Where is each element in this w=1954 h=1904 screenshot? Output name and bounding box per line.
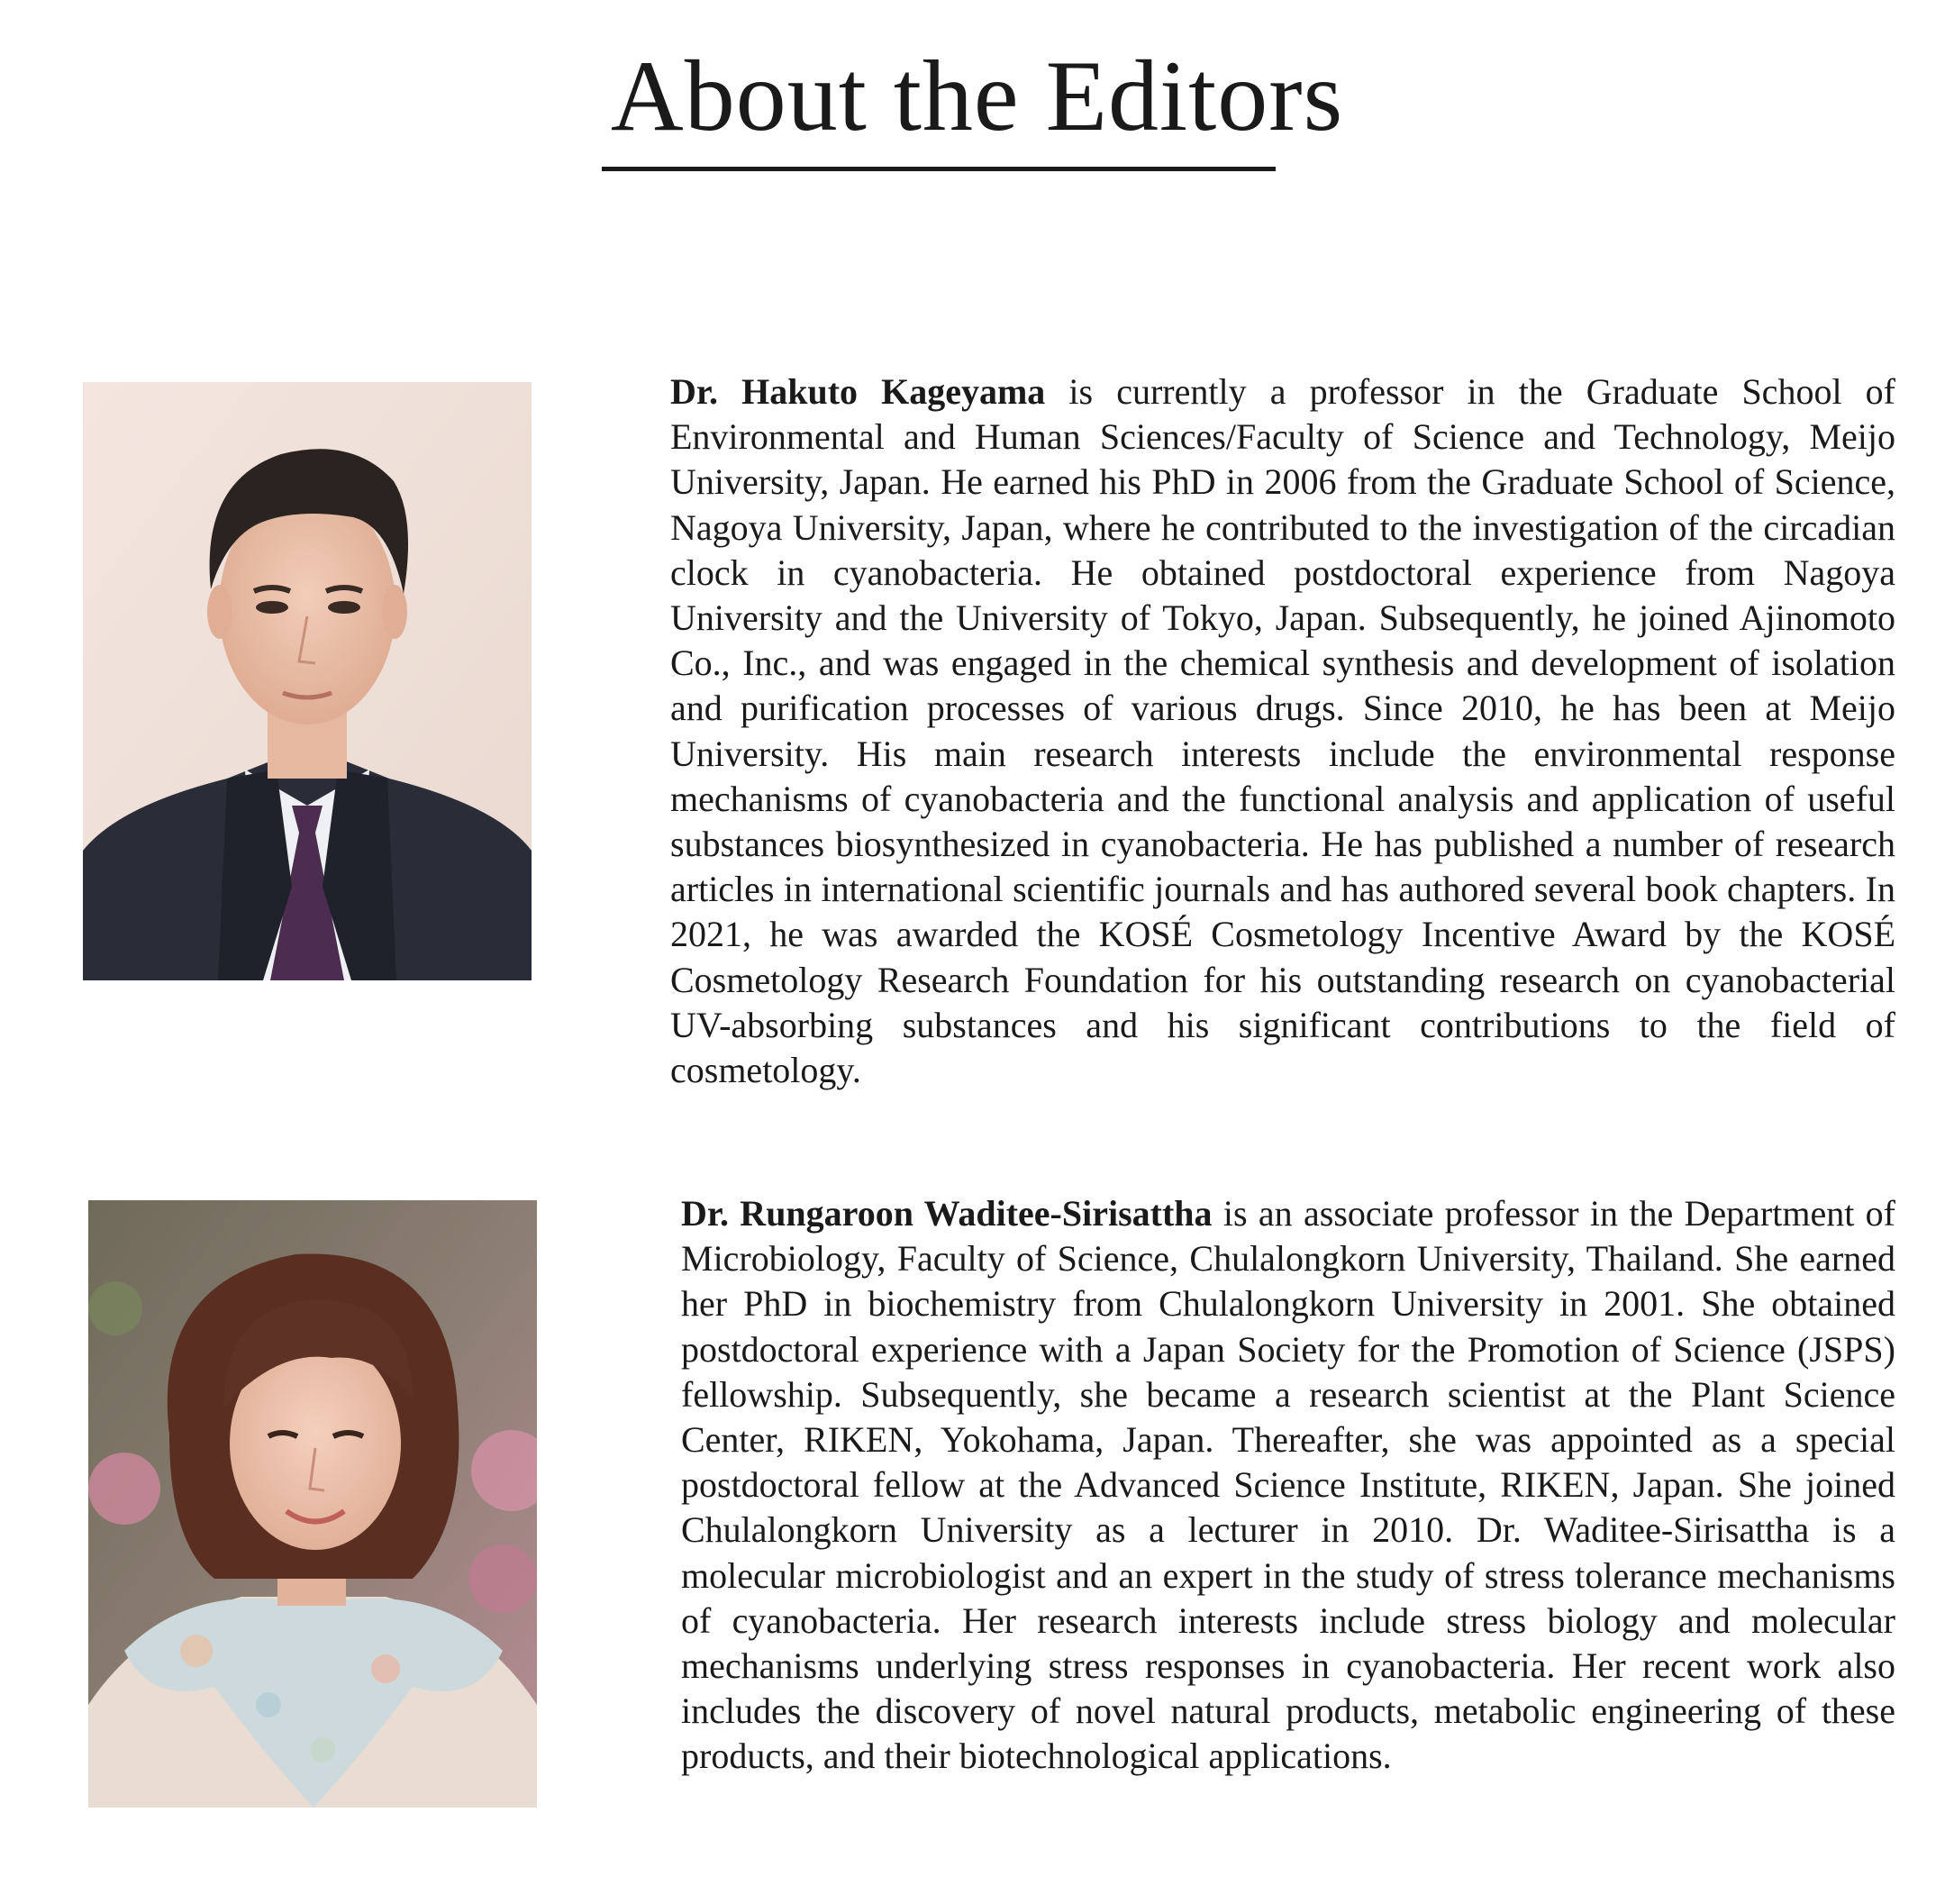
editor-2-name: Dr. Rungaroon Waditee-Sirisattha bbox=[681, 1193, 1213, 1234]
title-underline bbox=[602, 167, 1276, 171]
portrait-photo-man-suit-icon bbox=[83, 382, 532, 980]
page-title: About the Editors bbox=[610, 41, 1344, 152]
editor-1-bio-text: is currently a professor in the Graduate School of Environmental and Human Sciences/Faculty of Science and Technology, Meijo University, Japan. He earned his PhD in 2006 from the Graduate School of Science, Nagoya University, Japan, where he contributed to the investigation of the circadian clock in cyanobacteria. He obtained postdoctoral experience from Nagoya University and the University of Tokyo, Japan. Subsequently, he joined Ajinomoto Co., Inc., and was engaged in the chemical synthesis and development of isolation and purification processes of various drugs. Since 2010, he has been at Meijo University. His main research interests include the environmental response mechanisms of cyanobacteria and the functional analysis and application of useful substances biosynthesized in cyanobacteria. He has published a number of research articles in international scientific journals and has authored several book chapters. In 2021, he was awarded the KOSÉ Cosmetology Incentive Award by the KOSÉ Cosmetology Research Foundation for his outstanding research on cyanobacterial UV-absorbing substances and his significant contributions to the field of cosmetology. bbox=[670, 371, 1895, 1091]
editor-1-name: Dr. Hakuto Kageyama bbox=[670, 371, 1046, 412]
editor-1-photo bbox=[83, 382, 532, 980]
editor-2-bio bbox=[681, 1191, 1895, 1780]
editor-1-bio bbox=[670, 369, 1895, 1093]
editor-2-bio-text: is an associate professor in the Department of Microbiology, Faculty of Science, Chulalongkorn University, Thailand. She earned her PhD in biochemistry from Chulalongkorn University in 2001. She obtained postdoctoral experience with a Japan Society for the Promotion of Science (JSPS) fellowship. Subsequently, she became a research scientist at the Plant Science Center, RIKEN, Yokohama, Japan. Thereafter, she was appointed as a special postdoctoral fellow at the Advanced Science Institute, RIKEN, Japan. She joined Chulalongkorn University as a lecturer in 2010. Dr. Waditee-Sirisattha is a molecular microbiologist and an expert in the study of stress tolerance mechanisms of cyanobacteria. Her research interests include stress biology and molecular mechanisms underlying stress responses in cyanobacteria. Her recent work also includes the discovery of novel natural products, metabolic engineering of these products, and their biotechnological applications. bbox=[681, 1193, 1896, 1777]
portrait-photo-woman-scarf-icon bbox=[88, 1200, 537, 1808]
editor-2-photo bbox=[88, 1200, 537, 1808]
